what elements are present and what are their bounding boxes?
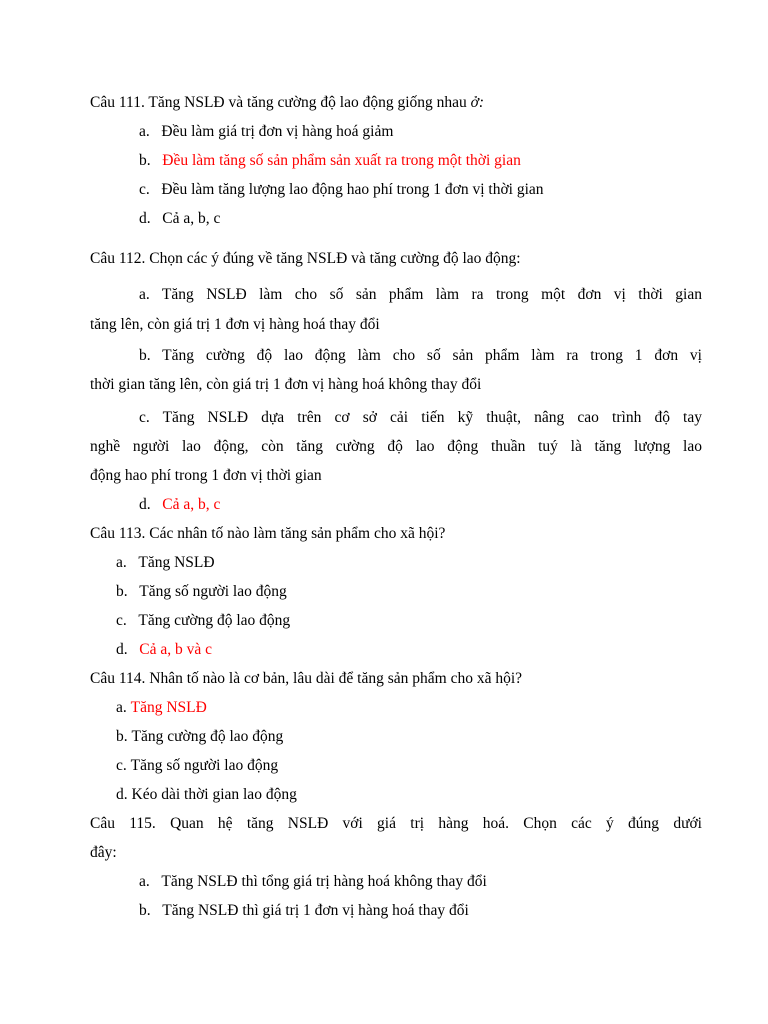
- question-114-option-a: [116, 698, 207, 718]
- option-marker: c.: [116, 757, 127, 774]
- question-112-option-d: [139, 495, 220, 515]
- question-111-option-c: [139, 180, 544, 200]
- question-112-option-c-line-3: động hao phí trong 1 đơn vị thời gian: [90, 467, 322, 484]
- question-111-option-b: [139, 151, 521, 171]
- question-112-option-a-line-1: a. Tăng NSLĐ làm cho số sản phẩm làm ra trong một đơn vị thời gian: [139, 286, 702, 303]
- question-114-option-c: [116, 756, 278, 776]
- option-text: Tăng cường độ lao động: [138, 612, 291, 629]
- question-113-option-c: [116, 611, 290, 631]
- question-111-title: [90, 93, 484, 113]
- question-113-title: [90, 524, 445, 544]
- question-113-title-text: Câu 113. Các nhân tố nào làm tăng sản phẩm cho xã hội?: [90, 525, 446, 542]
- option-text: Cả a, b, c: [162, 210, 221, 227]
- option-text: Tăng NSLĐ thì tổng giá trị hàng hoá không thay đổi: [161, 873, 487, 890]
- question-115-title-line-2: đây:: [90, 844, 117, 861]
- option-marker: d.: [116, 641, 128, 658]
- question-114-option-b: [116, 727, 283, 747]
- option-marker: b.: [139, 152, 151, 169]
- option-text: Tăng cường độ lao động: [131, 728, 284, 745]
- question-115-option-a: [139, 872, 487, 892]
- question-111-option-d: [139, 209, 220, 229]
- question-112-option-c-line-2: nghề người lao động, còn tăng cường độ lao động thuần tuý là tăng lượng lao: [90, 438, 702, 455]
- option-text: Tăng số người lao động: [130, 757, 279, 774]
- question-114-option-d: [116, 785, 297, 805]
- question-112-option-b-line-1: b. Tăng cường độ lao động làm cho số sản phẩm làm ra trong 1 đơn vị: [139, 347, 702, 364]
- question-115-title-line-1: Câu 115. Quan hệ tăng NSLĐ với giá trị hàng hoá. Chọn các ý đúng dưới: [90, 815, 702, 832]
- correct-answer-text: Cả a, b, c: [162, 496, 221, 513]
- option-text: Tăng NSLĐ: [138, 554, 215, 571]
- option-marker: d.: [139, 496, 151, 513]
- option-marker: c.: [139, 181, 150, 198]
- option-marker: a.: [116, 699, 127, 716]
- question-112-title: [90, 249, 521, 269]
- question-111-title-suffix: ở:: [466, 94, 485, 111]
- question-112-option-a-line-2: tăng lên, còn giá trị 1 đơn vị hàng hoá thay đổi: [90, 316, 380, 333]
- question-114-title-text: Câu 114. Nhân tố nào là cơ bản, lâu dài để tăng sản phẩm cho xã hội?: [90, 670, 523, 687]
- option-marker: b.: [139, 902, 151, 919]
- question-113-option-d: [116, 640, 212, 660]
- question-112-option-b-line-2: thời gian tăng lên, còn giá trị 1 đơn vị hàng hoá không thay đổi: [90, 376, 482, 393]
- option-text: Tăng NSLĐ thì giá trị 1 đơn vị hàng hoá thay đổi: [162, 902, 469, 919]
- question-112-title-text: Câu 112. Chọn các ý đúng về tăng NSLĐ và tăng cường độ lao động:: [90, 250, 521, 267]
- option-marker: b.: [116, 583, 128, 600]
- option-text: Kéo dài thời gian lao động: [131, 786, 297, 803]
- option-marker: b.: [116, 728, 128, 745]
- correct-answer-text: Đều làm tăng số sản phẩm sản xuất ra trong một thời gian: [162, 152, 521, 169]
- question-115-option-b: [139, 901, 469, 921]
- correct-answer-text: Cả a, b và c: [139, 641, 212, 658]
- question-114-title: [90, 669, 522, 689]
- question-111-title-text: Câu 111. Tăng NSLĐ và tăng cường độ lao động giống nhau: [90, 94, 467, 111]
- option-text: Đều làm tăng lượng lao động hao phí trong 1 đơn vị thời gian: [161, 181, 544, 198]
- question-112-option-c-line-1: c. Tăng NSLĐ dựa trên cơ sở cải tiến kỹ thuật, nâng cao trình độ tay: [139, 409, 702, 426]
- question-111-option-a: [139, 122, 393, 142]
- question-113-option-b: [116, 582, 287, 602]
- question-113-option-a: [116, 553, 215, 573]
- option-marker: d.: [116, 786, 128, 803]
- option-marker: a.: [139, 873, 150, 890]
- option-marker: d.: [139, 210, 151, 227]
- option-marker: a.: [139, 123, 150, 140]
- correct-answer-text: Tăng NSLĐ: [130, 699, 207, 716]
- option-text: Đều làm giá trị đơn vị hàng hoá giảm: [161, 123, 394, 140]
- option-marker: c.: [116, 612, 127, 629]
- option-marker: a.: [116, 554, 127, 571]
- option-text: Tăng số người lao động: [139, 583, 287, 600]
